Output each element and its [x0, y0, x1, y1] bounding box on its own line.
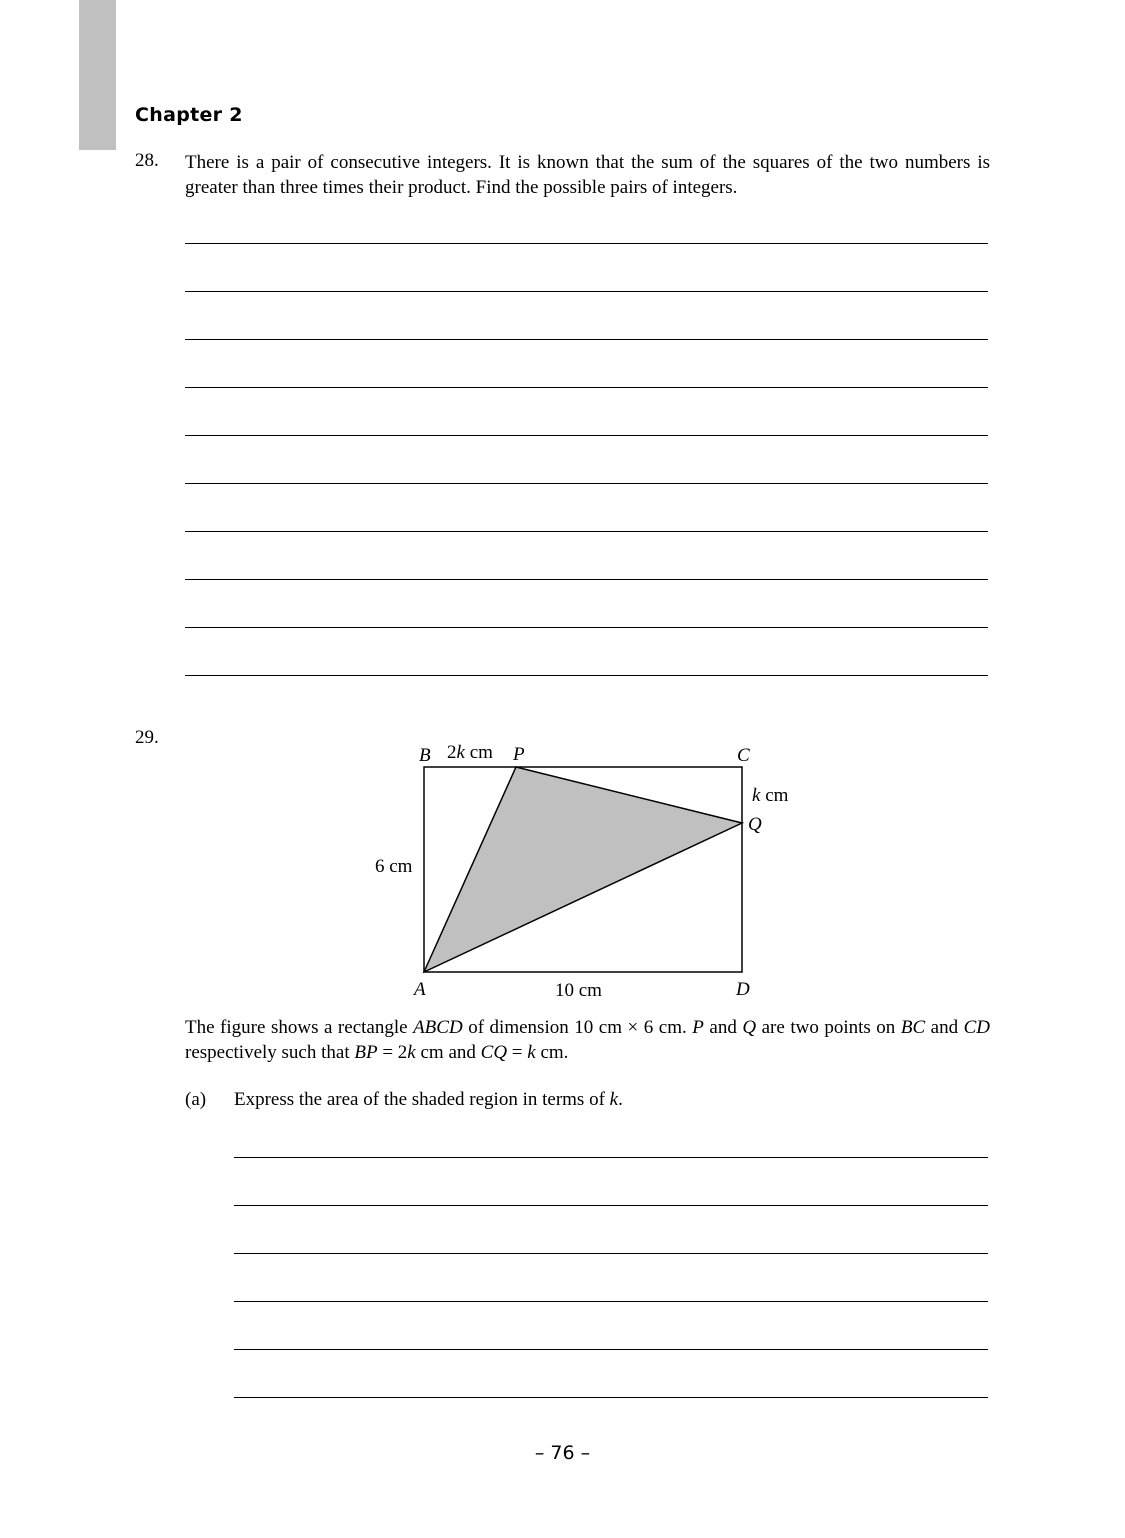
- vertex-label-q: Q: [748, 814, 762, 835]
- question-28-text: There is a pair of consecutive integers. It is known that the sum of the squares of the two numbers is greater than three times their product. Find the possible pairs of integers.: [185, 152, 990, 198]
- chapter-heading: Chapter 2: [135, 104, 243, 126]
- q29a-answer-line[interactable]: [234, 1205, 988, 1206]
- page-number: – 76 –: [534, 1442, 591, 1464]
- q29a-answer-line[interactable]: [234, 1253, 988, 1254]
- vertex-label-p: P: [513, 744, 525, 765]
- vertex-label-b: B: [419, 745, 431, 766]
- part-a-text: Express the area of the shaded region in terms of k.: [234, 1089, 623, 1110]
- part-a-label: (a): [185, 1089, 207, 1110]
- side-label-bp: 2k cm: [447, 742, 493, 763]
- side-label-cq: k cm: [752, 785, 789, 806]
- question-29-description: The figure shows a rectangle ABCD of dimension 10 cm × 6 cm. P and Q are two points on BC and CD respectively such that BP = 2k cm and CQ = k cm.: [185, 1017, 991, 1063]
- vertex-label-c: C: [737, 745, 750, 766]
- question-28-number: 28.: [135, 150, 159, 171]
- q29a-answer-line[interactable]: [234, 1397, 988, 1398]
- question-29-number: 29.: [135, 727, 159, 748]
- q29a-answer-line[interactable]: [234, 1157, 988, 1158]
- q29a-answer-line[interactable]: [234, 1349, 988, 1350]
- side-label-ad: 10 cm: [555, 980, 602, 1001]
- side-label-ab: 6 cm: [375, 856, 413, 877]
- q29a-answer-line[interactable]: [234, 1301, 988, 1302]
- vertex-label-a: A: [414, 979, 426, 1000]
- vertex-label-d: D: [736, 979, 750, 1000]
- shaded-triangle: [424, 767, 742, 972]
